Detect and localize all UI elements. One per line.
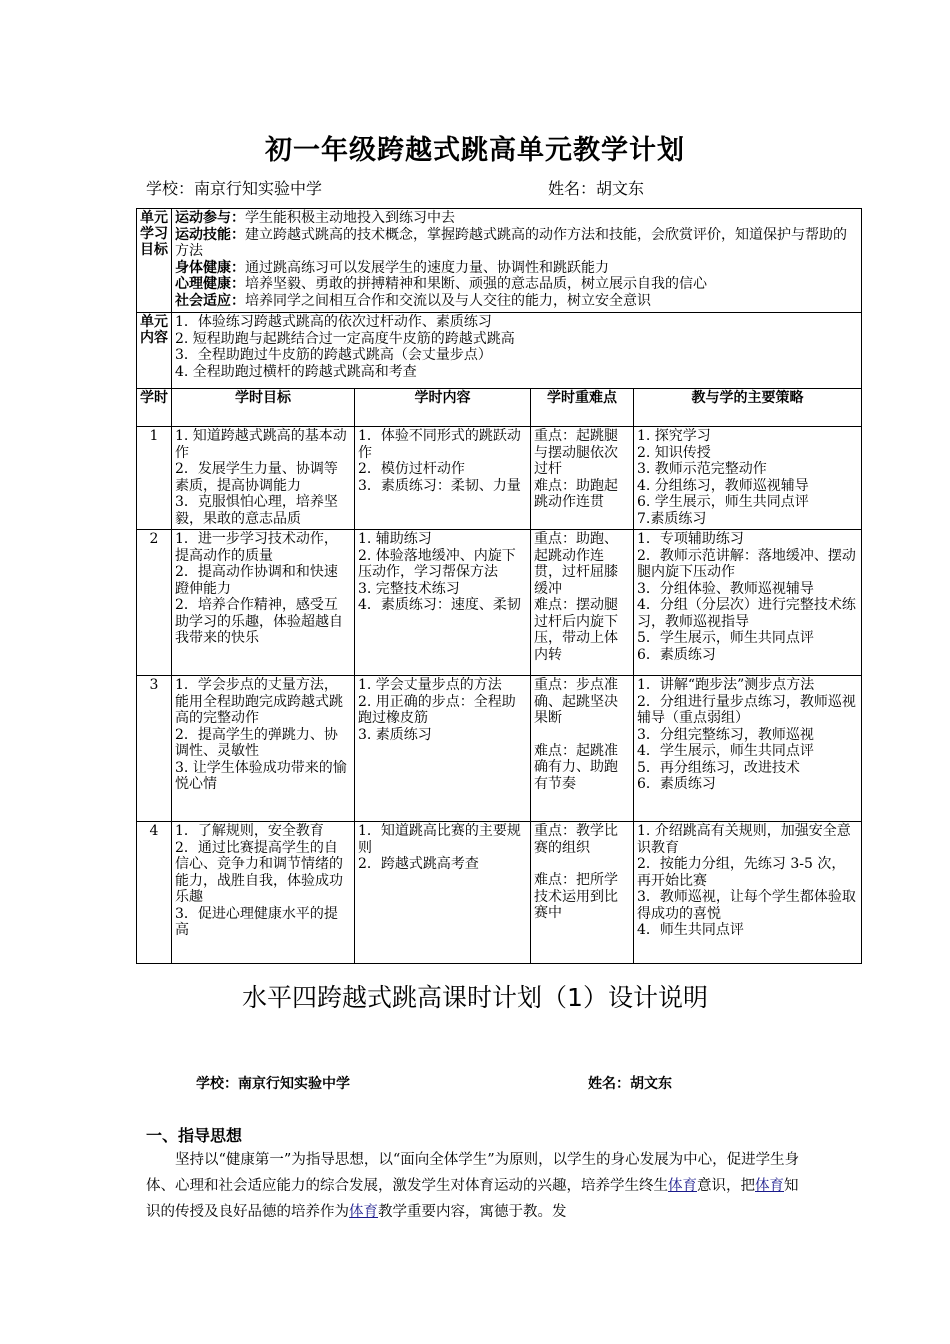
cell-line: 2．提高动作协调和和快速蹬伸能力 — [175, 564, 338, 597]
cell-line: 难点：摆动腿过杆后内旋下压，带动上体内转 — [534, 597, 618, 663]
cell-line: 1．知道跳高比赛的主要规则 — [358, 823, 521, 856]
cell-line — [534, 856, 630, 872]
cell-line: 1．讲解“跑步法”测步点方法 — [637, 677, 815, 693]
lesson-content — [355, 427, 531, 530]
paragraph-text: 教学重要内容，寓德于教。发 — [378, 1204, 567, 1220]
cell-line: 2．分组进行量步点练习，教师巡视辅导（重点弱组） — [637, 693, 856, 726]
cell-line: 重点：起跳腿与摆动腿依次过杆 — [534, 428, 618, 477]
cell-line: 4．师生共同点评 — [637, 922, 744, 938]
lesson-strategy — [634, 822, 862, 964]
pe-link[interactable]: 体育 — [668, 1178, 697, 1194]
lesson-row — [137, 427, 862, 530]
cell-line: 1．学会步点的丈量方法，能用全程助跑完成跨越式跳高的完整动作 — [175, 677, 343, 726]
unit-plan-table — [136, 208, 862, 964]
cell-line: 2．按能力分组，先练习 3-5 次， — [637, 856, 846, 872]
paragraph-text: 意识，把 — [697, 1178, 755, 1194]
pe-link[interactable]: 体育 — [755, 1178, 784, 1194]
content-line: 1．体验练习跨越式跳高的依次过杆动作、素质练习 — [175, 314, 492, 330]
cell-line: 难点：把所学技术运用到比赛中 — [534, 872, 618, 921]
lesson-content — [355, 676, 531, 822]
objective-text: 建立跨越式跳高的技术概念，掌握跨越式跳高的动作方法和技能，会欣赏评价，知道保护与帮助的方法 — [175, 226, 847, 259]
header-period: 学时 — [137, 389, 172, 427]
objective-label: 心理健康： — [175, 276, 245, 292]
lesson-content — [355, 530, 531, 676]
lesson-strategy — [634, 427, 862, 530]
cell-line: 3．教师巡视，让每个学生都体验取得成功的喜悦 — [637, 889, 856, 922]
cell-line: 1. 辅助练习 — [358, 531, 432, 547]
header-goal: 学时目标 — [172, 389, 355, 427]
cell-line: 4. 分组练习，教师巡视辅导 — [637, 477, 809, 494]
content-row — [137, 313, 862, 389]
objective-label: 运动参与： — [175, 210, 245, 226]
teacher-name: 姓名：胡文东 — [548, 179, 645, 198]
objective-text: 培养坚毅、勇敢的拼搏精神和果断、顽强的意志品质，树立展示自我的信心 — [245, 276, 707, 292]
cell-line: 2．通过比赛提高学生的自信心、竞争力和调节情绪的能力，战胜自我，体验成功乐趣 — [175, 839, 343, 905]
cell-line: 1．专项辅助练习 — [637, 531, 744, 547]
cell-line: 5．再分组练习，改进技术 — [637, 759, 800, 776]
paragraph-text: 坚持以“健康第一”为指导思想，以“面向全体学生”为原则，以学生的身心发展为中心，促进学生身体、心理和社会适应能力的综合发展，激发学生对体育运动的兴趣，培养学生终生 — [146, 1152, 800, 1194]
objective-item — [175, 227, 858, 260]
header-key: 学时重难点 — [531, 389, 634, 427]
lesson-strategy — [634, 530, 862, 676]
cell-line: 2. 体验落地缓冲、内旋下压动作，学习帮保方法 — [358, 547, 516, 580]
cell-line: 2. 知识传授 — [637, 444, 711, 461]
objective-item — [175, 260, 858, 277]
cell-line: 1. 介绍跳高有关规则，加强安全意识教育 — [637, 823, 851, 856]
cell-line: 难点：助跑起跳动作连贯 — [534, 477, 618, 510]
content-line: 4. 全程助跑过横杆的跨越式跳高和考查 — [175, 363, 417, 380]
cell-line: 再开始比赛 — [637, 872, 707, 889]
header-content: 学时内容 — [355, 389, 531, 427]
lesson-row — [137, 822, 862, 964]
content-label: 单元内容 — [137, 313, 172, 389]
cell-line: 难点：起跳准确有力、助跑有节奏 — [534, 742, 618, 792]
cell-line: 3. 完整技术练习 — [358, 580, 460, 597]
cell-line: 3．克服惧怕心理，培养坚毅，果敢的意志品质 — [175, 494, 338, 527]
cell-line: 重点：助跑、起跳动作连贯，过杆屈膝缓冲 — [534, 531, 618, 597]
cell-line: 3．素质练习：柔韧、力量 — [358, 477, 521, 494]
cell-line: 1. 知道跨越式跳高的基本动作 — [175, 428, 347, 461]
objective-text: 培养同学之间相互合作和交流以及与人交往的能力，树立安全意识 — [245, 292, 651, 309]
cell-line: 2．跨越式跳高考查 — [358, 856, 479, 872]
cell-line — [534, 727, 630, 743]
lesson-key — [531, 676, 634, 822]
guiding-paragraph — [146, 1147, 810, 1225]
lesson-strategy — [634, 676, 862, 822]
lesson-row — [137, 676, 862, 822]
header-strategy: 教与学的主要策略 — [634, 389, 862, 427]
objectives-cell — [172, 209, 862, 313]
objectives-label: 单元学习目标 — [137, 209, 172, 313]
lesson-row — [137, 530, 862, 676]
lesson-goal — [172, 676, 355, 822]
teacher-name-2: 姓名：胡文东 — [588, 1076, 672, 1092]
header-row — [137, 389, 862, 427]
cell-line: 5．学生展示，师生共同点评 — [637, 630, 814, 646]
objective-item — [175, 210, 858, 227]
cell-line: 1. 学会丈量步点的方法 — [358, 677, 502, 693]
objective-label: 社会适应： — [175, 292, 245, 309]
cell-line: 1. 探究学习 — [637, 428, 711, 444]
school-label: 学校：南京行知实验中学 — [146, 179, 323, 198]
cell-line: 2. 用正确的步点：全程助跑过橡皮筋 — [358, 693, 516, 726]
paragraph-text: 知识的传授及良好品德的培养作为 — [146, 1178, 799, 1220]
cell-line: 1．了解规则，安全教育 — [175, 823, 324, 839]
lesson-key — [531, 530, 634, 676]
lesson-key — [531, 822, 634, 964]
cell-line: 1．进一步学习技术动作，提高动作的质量 — [175, 531, 338, 564]
cell-line: 2．培养合作精神，感受互助学习的乐趣，体验超越自我带来的快乐 — [175, 597, 343, 646]
cell-line: 7.素质练习 — [637, 510, 707, 527]
school-label-2: 学校：南京行知实验中学 — [196, 1076, 350, 1092]
lesson-number: 3 — [137, 676, 172, 822]
cell-line: 2．发展学生力量、协调等素质，提高协调能力 — [175, 461, 338, 494]
lesson-number: 4 — [137, 822, 172, 964]
cell-line: 4．分组（分层次）进行完整技术练习，教师巡视指导 — [637, 597, 856, 630]
cell-line: 重点：步点准确、起跳坚决果断 — [534, 677, 618, 726]
objective-item — [175, 293, 858, 310]
lesson-number: 2 — [137, 530, 172, 676]
cell-line: 3．分组完整练习，教师巡视 — [637, 726, 814, 743]
cell-line: 重点：教学比赛的组织 — [534, 823, 618, 856]
lesson-key — [531, 427, 634, 530]
content-line: 3．全程助跑过牛皮筋的跨越式跳高（会丈量步点） — [175, 347, 492, 363]
content-line: 2. 短程助跑与起跳结合过一定高度牛皮筋的跨越式跳高 — [175, 330, 515, 347]
lesson-goal — [172, 822, 355, 964]
cell-line: 3．分组体验、教师巡视辅导 — [637, 580, 814, 597]
cell-line: 6．素质练习 — [637, 776, 716, 792]
cell-line: 2．提高学生的弹跳力、协调性、灵敏性 — [175, 726, 338, 759]
objective-label: 身体健康： — [175, 259, 245, 276]
page-title: 初一年级跨越式跳高单元教学计划 — [265, 135, 685, 166]
objectives-row — [137, 209, 862, 313]
cell-line: 1．体验不同形式的跳跃动作 — [358, 428, 521, 461]
objective-label: 运动技能： — [175, 226, 245, 243]
pe-link[interactable]: 体育 — [349, 1204, 378, 1220]
objective-item — [175, 276, 858, 293]
lesson-number: 1 — [137, 427, 172, 530]
objective-text: 通过跳高练习可以发展学生的速度力量、协调性和跳跃能力 — [245, 259, 609, 276]
cell-line: 3. 让学生体验成功带来的愉悦心情 — [175, 759, 347, 792]
content-cell — [172, 313, 862, 389]
cell-line: 6．素质练习 — [637, 646, 716, 663]
section-title: 水平四跨越式跳高课时计划（1）设计说明 — [242, 983, 708, 1012]
lesson-content — [355, 822, 531, 964]
lesson-goal — [172, 427, 355, 530]
lesson-goal — [172, 530, 355, 676]
cell-line: 4．素质练习：速度、柔韧 — [358, 597, 521, 613]
cell-line: 2．教师示范讲解：落地缓冲、摆动腿内旋下压动作 — [637, 547, 856, 580]
cell-line: 3. 教师示范完整动作 — [637, 461, 767, 477]
cell-line: 4．学生展示，师生共同点评 — [637, 743, 814, 759]
cell-line: 3．促进心理健康水平的提高 — [175, 905, 338, 938]
cell-line: 2．模仿过杆动作 — [358, 461, 465, 477]
objective-text: 学生能积极主动地投入到练习中去 — [245, 210, 455, 226]
section-heading: 一、指导思想 — [146, 1126, 243, 1145]
cell-line: 6. 学生展示，师生共同点评 — [637, 494, 809, 510]
cell-line: 3. 素质练习 — [358, 726, 432, 743]
